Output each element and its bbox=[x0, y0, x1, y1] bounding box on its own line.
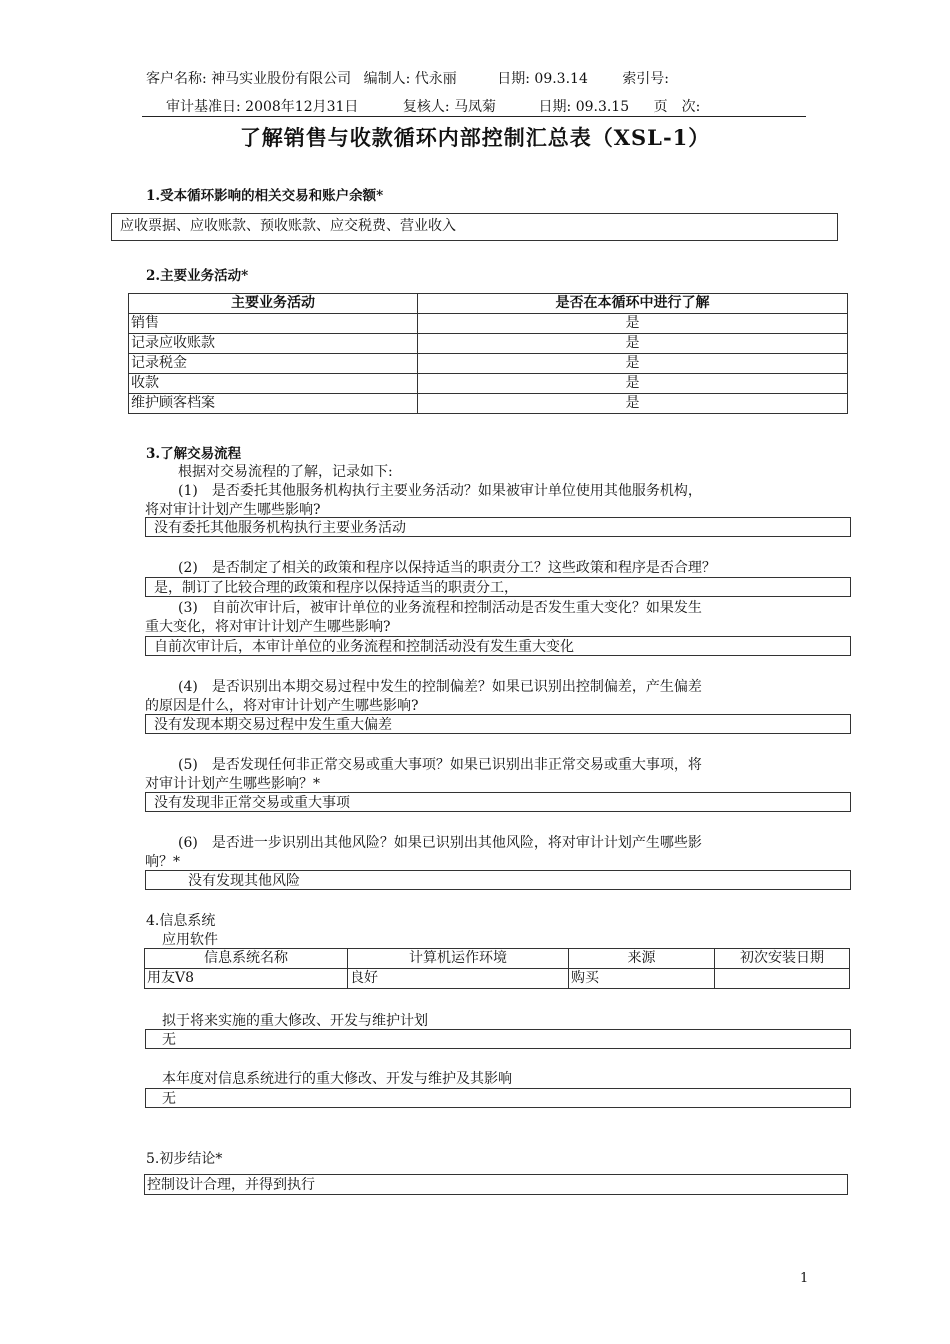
source-cell: 购买 bbox=[569, 969, 715, 989]
understood-cell: 是 bbox=[418, 374, 848, 394]
col-environment: 计算机运作环境 bbox=[348, 949, 569, 969]
answer2: 是，制订了比较合理的政策和程序以保持适当的职责分工， bbox=[154, 580, 518, 596]
date2-value: 09.3.15 bbox=[575, 99, 630, 115]
date2-label: 日期: bbox=[538, 99, 572, 115]
col-source: 来源 bbox=[569, 949, 715, 969]
answer6-box bbox=[145, 870, 851, 890]
header-line-1 bbox=[146, 68, 669, 88]
answer5: 没有发现非正常交易或重大事项 bbox=[154, 795, 350, 811]
table-row bbox=[129, 394, 848, 414]
understood-cell: 是 bbox=[418, 394, 848, 414]
q1-line2: 将对审计计划产生哪些影响? bbox=[145, 502, 321, 518]
activities-table bbox=[128, 293, 848, 414]
preparer-label: 编制人: bbox=[363, 71, 411, 87]
q5-line2: 对审计计划产生哪些影响？* bbox=[145, 776, 320, 792]
date1-label: 日期: bbox=[497, 71, 530, 87]
answer4: 没有发现本期交易过程中发生重大偏差 bbox=[154, 717, 392, 733]
system-name-cell: 用友V8 bbox=[145, 969, 348, 989]
info-system-table bbox=[144, 948, 850, 989]
table-row bbox=[129, 334, 848, 354]
section1-heading: 1.受本循环影响的相关交易和账户余额* bbox=[146, 188, 384, 204]
section3-heading: 3.了解交易流程 bbox=[146, 446, 242, 462]
header-rule bbox=[142, 116, 806, 117]
table-row bbox=[129, 314, 848, 334]
col-understood: 是否在本循环中进行了解 bbox=[418, 294, 848, 314]
activity-cell: 记录应收账款 bbox=[129, 334, 418, 354]
table-row bbox=[129, 354, 848, 374]
q6-line2: 响？* bbox=[145, 854, 180, 870]
q1-line1: (1) 是否委托其他服务机构执行主要业务活动？如果被审计单位使用其他服务机构， bbox=[178, 483, 702, 499]
activities-table-header bbox=[129, 294, 848, 314]
conclusion-box bbox=[144, 1174, 848, 1195]
answer1: 没有委托其他服务机构执行主要业务活动 bbox=[154, 520, 406, 536]
client-name: 神马实业股份有限公司 bbox=[211, 71, 352, 87]
activity-cell: 销售 bbox=[129, 314, 418, 334]
section3-intro: 根据对交易流程的了解，记录如下: bbox=[178, 464, 393, 480]
activity-cell: 记录税金 bbox=[129, 354, 418, 374]
plan-box bbox=[145, 1029, 851, 1049]
answer6: 没有发现其他风险 bbox=[188, 873, 300, 889]
conclusion: 控制设计合理，并得到执行 bbox=[147, 1177, 315, 1193]
page-number: 1 bbox=[800, 1271, 809, 1286]
q4-line2: 的原因是什么，将对审计计划产生哪些影响? bbox=[145, 698, 419, 714]
table-row bbox=[145, 969, 850, 989]
info-system-header bbox=[145, 949, 850, 969]
plan-value: 无 bbox=[162, 1032, 176, 1048]
col-install-date: 初次安装日期 bbox=[715, 949, 850, 969]
answer4-box bbox=[145, 714, 851, 734]
col-system-name: 信息系统名称 bbox=[145, 949, 348, 969]
install-date-cell bbox=[715, 969, 850, 989]
reviewer-label: 复核人: bbox=[402, 99, 450, 115]
audit-date-value: 2008年12月31日 bbox=[245, 99, 359, 115]
col-activity: 主要业务活动 bbox=[129, 294, 418, 314]
environment-cell: 良好 bbox=[348, 969, 569, 989]
q2-line1: (2) 是否制定了相关的政策和程序以保持适当的职责分工？这些政策和程序是否合理？ bbox=[178, 560, 716, 576]
answer1-box bbox=[145, 517, 851, 537]
understood-cell: 是 bbox=[418, 334, 848, 354]
q6-line1: (6) 是否进一步识别出其他风险？如果已识别出其他风险，将对审计计划产生哪些影 bbox=[178, 835, 702, 851]
understood-cell: 是 bbox=[418, 354, 848, 374]
section5-heading: 5.初步结论* bbox=[146, 1151, 223, 1167]
q5-line1: (5) 是否发现任何非正常交易或重大事项？如果已识别出非正常交易或重大事项，将 bbox=[178, 757, 702, 773]
answer2-box bbox=[145, 577, 851, 597]
table-row bbox=[129, 374, 848, 394]
year-label: 本年度对信息系统进行的重大修改、开发与维护及其影响 bbox=[162, 1071, 512, 1087]
q3-line2: 重大变化，将对审计计划产生哪些影响? bbox=[145, 619, 391, 635]
page-title: 了解销售与收款循环内部控制汇总表（XSL-1） bbox=[239, 125, 711, 150]
section4-heading: 4.信息系统 bbox=[146, 913, 216, 929]
reviewer-name: 马凤菊 bbox=[454, 99, 497, 115]
section4-subheading: 应用软件 bbox=[162, 932, 218, 948]
section1-box bbox=[111, 213, 838, 241]
answer3-box bbox=[145, 636, 851, 656]
activity-cell: 维护顾客档案 bbox=[129, 394, 418, 414]
header-line-2 bbox=[166, 96, 700, 116]
plan-label: 拟于将来实施的重大修改、开发与维护计划 bbox=[162, 1013, 428, 1029]
client-label: 客户名称: bbox=[146, 71, 207, 87]
answer5-box bbox=[145, 792, 851, 812]
answer3: 自前次审计后，本审计单位的业务流程和控制活动没有发生重大变化 bbox=[154, 639, 574, 655]
q3-line1: (3) 自前次审计后，被审计单位的业务流程和控制活动是否发生重大变化？如果发生 bbox=[178, 600, 702, 616]
page-label: 页 次: bbox=[653, 99, 701, 115]
index-label: 索引号: bbox=[622, 71, 670, 87]
date1-value: 09.3.14 bbox=[534, 71, 588, 87]
activity-cell: 收款 bbox=[129, 374, 418, 394]
q4-line1: (4) 是否识别出本期交易过程中发生的控制偏差？如果已识别出控制偏差，产生偏差 bbox=[178, 679, 702, 695]
section1-content: 应收票据、应收账款、预收账款、应交税费、营业收入 bbox=[120, 218, 456, 234]
preparer-name: 代永丽 bbox=[414, 71, 457, 87]
year-box bbox=[145, 1088, 851, 1108]
year-value: 无 bbox=[162, 1091, 176, 1107]
understood-cell: 是 bbox=[418, 314, 848, 334]
section2-heading: 2.主要业务活动* bbox=[146, 268, 249, 284]
audit-date-label: 审计基准日: bbox=[166, 99, 241, 115]
